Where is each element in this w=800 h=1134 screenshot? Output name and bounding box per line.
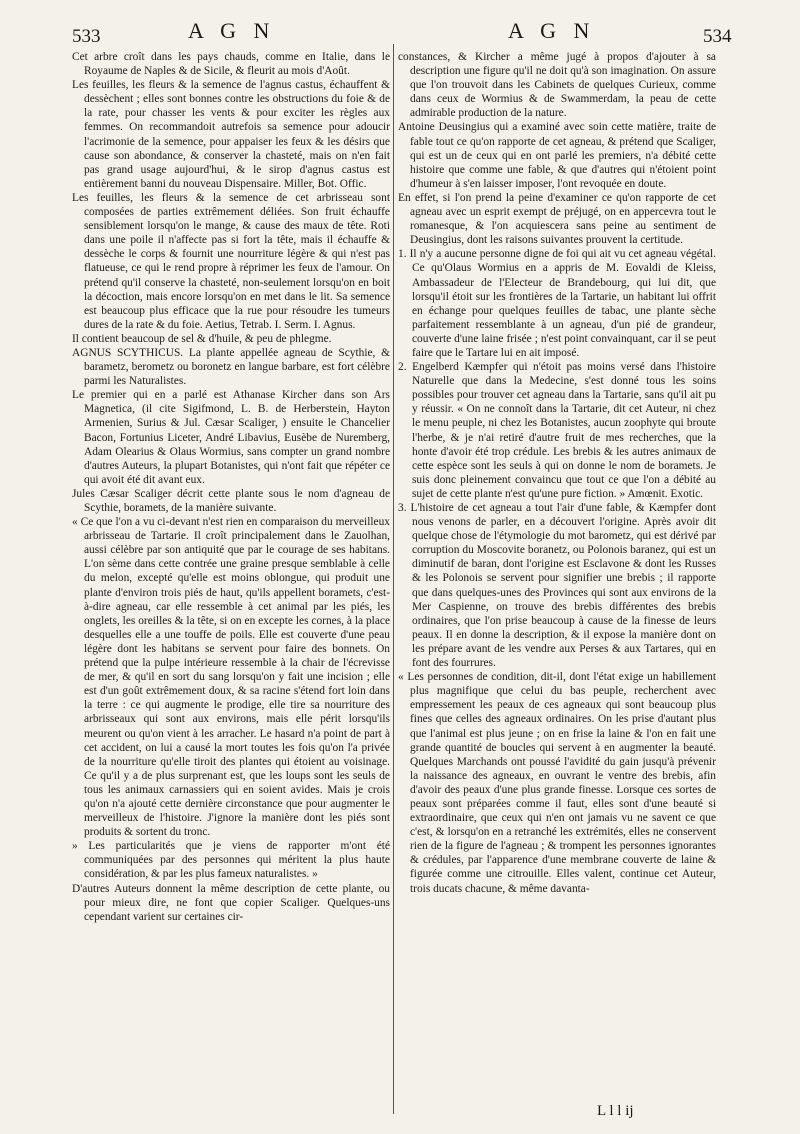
numbered-paragraph: 1. Il n'y a aucune personne digne de foi qui ait vu cet agneau végétal. Ce qu'Olaus Wormius en a appris de M. Eovaldi de Kleiss, Ambassadeur de l'Electeur de Brandebourg, qui lui dit, que lorsqu'il étoit sur les frontières de la Tartarie, un habitant lui offrit en échange pour quelques feuilles de tabac, une plante sèche parfaitement ressemblante à un agneau, d'un pié de grandeur, couverte d'une laine frisée ; n'est point convainquant, car il se peut faire que le Tartare lui en ait imposé. xyxy=(398,248,716,359)
paragraph: Jules Cæsar Scaliger décrit cette plante sous le nom d'agneau de Scythie, boramets, de la manière suivante. xyxy=(72,487,390,514)
page-number-left: 533 xyxy=(72,26,101,47)
numbered-paragraph: 2. Engelberd Kæmpfer qui n'étoit pas moins versé dans l'histoire Naturelle que dans la Medecine, s'est donné tous les soins possibles pour trouver cet agneau dans la Tartarie, sans qu'il ait pu y réussir. « On ne connoît dans la Tartarie, dit cet Auteur, ni chez le menu peuple, ni chez les Botanistes, aucun zoophyte qui broute l'herbe, & je n'ai retiré d'autre fruit de mes recherches, que la honte d'avoir été trop crédule. Les brebis & les autres animaux de cette espèce sont les seuls à qui on donne le nom de boramets. Je suis donc pleinement convaincu que tout ce que l'on a débité au sujet de cette plante n'est qu'une pure fiction. » Amœnit. Exotic. xyxy=(398,361,716,500)
paragraph: Les feuilles, les fleurs & la semence de l'agnus castus, échauffent & dessèchent ; elles sont bonnes contre les obstructions du foie & de la rate, pour chasser les vents & pour exciter les règles aux femmes. On recommandoit autrefois sa semence pour adoucir l'acrimonie de la semence, pour appaiser les feux & les désirs que cause son abondance, & conserver la chasteté, mais on n'en fait pas grand usage aujourd'hui, & le sirop d'agnus castus est entièrement banni du nouveau Dispensaire. Miller, Bot. Offic. xyxy=(72,79,390,190)
quotation: » Les particularités que je viens de rapporter m'ont été communiquées par des personnes qui méritent la plus haute considération, & par les plus fameux naturalistes. » xyxy=(72,840,390,881)
paragraph: Les feuilles, les fleurs & la semence de cet arbrisseau sont composées de parties extrêmement déliées. Son fruit échauffe sensiblement lorsqu'on le mange, & cause des maux de tête. Roti dans une poile il n'affecte pas si fort la tête, mais il échauffe & dessèche le corps & fournit une nourriture légère & qui n'est pas flatueuse, ce qui le rend propre à réprimer les feux de l'amour. On prétend qu'il conserve la chasteté, non-seulement lorsqu'on en boit la décoction, mais encore lorsqu'on en met dans le lit. Sa semence est beaucoup plus efficace que la rue pour résoudre les tumeurs dures de la rate & du foie. Aetius, Tetrab. I. Serm. I. Agnus. xyxy=(72,191,390,331)
column-divider xyxy=(393,44,394,1114)
page-number-right: 534 xyxy=(703,26,732,47)
left-column xyxy=(72,50,390,924)
paragraph: Cet arbre croît dans les pays chauds, comme en Italie, dans le Royaume de Naples & de Sicile, & fleurit au mois d'Août. xyxy=(72,51,390,78)
running-head-right: A G N xyxy=(508,18,596,43)
paragraph: En effet, si l'on prend la peine d'examiner ce qu'on rapporte de cet agneau avec un esprit exempt de préjugé, on en appercevra tout le romanesque, & l'on acquiescera sans peine au sentiment de Deusingius, dont les raisons suivantes prouvent la certitude. xyxy=(398,191,716,247)
paragraph: Il contient beaucoup de sel & d'huile, & peu de phlegme. xyxy=(72,332,332,345)
right-column xyxy=(398,50,716,896)
signature-mark: L l l ij xyxy=(597,1103,634,1119)
paragraph: D'autres Auteurs donnent la même description de cette plante, ou pour mieux dire, ne font que copier Scaliger. Quelques-uns cependant varient sur certaines cir- xyxy=(72,882,390,923)
paragraph: constances, & Kircher a même jugé à propos d'ajouter à sa description une figure qu'il ne doit qu'à son imagination. On assure que l'on trouvoit dans les Cabinets de quelques Curieux, comme dans ceux de Wormius & de Swammerdam, la peau de cette admirable production de la nature. xyxy=(398,51,716,120)
running-head-left: A G N xyxy=(188,18,276,43)
entry-heading-agnus-scythicus: AGNUS SCYTHICUS. La plante appellée agneau de Scythie, & barametz, berometz ou boronetz en langue barbare, est fort célèbre parmi les Naturalistes. xyxy=(72,346,390,388)
quotation: « Ce que l'on a vu ci-devant n'est rien en comparaison du merveilleux arbrisseau de Tartarie. Il croît principalement dans le Zauolhan, aussi célèbre par son antiquité que par le courage de ses habitans. L'on sème dans cette contrée une graine presque semblable à celle du melon, excepté qu'elle est moins oblongue, qui produit une plante d'environ trois piés de haut, qu'ils appellent boramets, c'est-à-dire agneau, car elle ressemble à cet animal par les piés, les onglets, les oreilles & la tête, si on en excepte les cornes, à la place desquelles elle a une touffe de poils. Elle est couverte d'une peau légère dont les habitans se servent pour faire des bonnets. On prétend que la pulpe intérieure ressemble à la chair de l'écrevisse de mer, & qu'il en sort du sang lorsqu'on y fait une incision ; elle est d'un goût extrêmement doux, & sa racine s'étend fort loin dans la terre : ce qui augmente le prodige, elle tire sa nourriture des arbrisseaux qui sont aux environs, mais elle périt lorsqu'ils meurent ou qu'on vient à les arracher. Le hasard n'a point de part à cet accident, on lui a causé la mort toutes les fois qu'on l'a privée de la nourriture qu'elle tiroit des plantes qui étoient au voisinage. Ce qu'il y a de plus surprenant est, que les loups sont les seuls de tous les animaux carnassiers qui en soient avides. Mais je crois qu'on n'a ajouté cette dernière circonstance que pour augmenter le merveilleux de l'histoire. J'ignore la manière dont les piés sont produits & sortent du tronc. xyxy=(72,516,390,839)
quotation: « Les personnes de condition, dit-il, dont l'état exige un habillement plus magnifique que celui du bas peuple, recherchent avec empressement les peaux de ces agneaux qui sont beaucoup plus fines que celles des agneaux ordinaires. On les prise d'autant plus que l'animal est plus jeune ; on en frise la laine & l'on en fait une grande quantité de boucles qui servent à en augmenter la beauté. Quelques Marchands ont poussé l'avidité du gain jusqu'à prévenir la naissance des agneaux, en ouvrant le ventre des brebis, afin d'avoir des peaux d'une plus grande finesse. Lorsque ces sortes de peaux sont préparées comme il faut, elles sont d'une beauté si extraordinaire, que ceux qui n'en ont jamais vu ne savent ce que c'est, & lorsqu'on en a retranché les extrémités, elles ne conservent rien de la figure de l'agneau ; & trompent les personnes ignorantes & crédules, par l'apparence d'une membrane couverte de laine & figurée comme une citrouille. Elles valent, continue cet Auteur, trois ducats chacune, & même davanta- xyxy=(398,671,716,895)
paragraph: Antoine Deusingius qui a examiné avec soin cette matière, traite de fable tout ce qu'on rapporte de cet agneau, & prétend que Scaliger, qui est un de ceux qui en ont parlé les premiers, n'a débité cette histoire que comme une fable, & que d'autres qui n'étoient point d'humeur à s'en laisser imposer, l'ont revoquée en doute. xyxy=(398,121,716,190)
paragraph: Le premier qui en a parlé est Athanase Kircher dans son Ars Magnetica, (il cite Sigifmond, L. B. de Herberstein, Hayton Armenien, Surius & Jul. Cæsar Scaliger, ) ensuite le Chancelier Bacon, Fortunius Liceter, André Libavius, Eusèbe de Nuremberg, Adam Olearius & Olaus Wormius, sans compter un grand nombre d'autres Auteurs, la plupart Botanistes, qui n'ont fait que répéter ce qui avoit été dit avant eux. xyxy=(72,389,390,486)
numbered-paragraph: 3. L'histoire de cet agneau a tout l'air d'une fable, & Kæmpfer dont nous venons de parler, en a découvert l'origine. Après avoir dit quelque chose de l'étymologie du mot barometz, qui est dérivé par corruption du Moscovite boranetz, ou Polonois baranez, qui est un diminutif de baran, dont l'origine est Esclavone & dont les Russes & les Polonois se servent pour signifier une brebis ; il rapporte que dans quelques-unes des Provinces qui sont aux environs de la Mer Caspienne, on trouve des brebis différentes des brebis ordinaires, que l'on prise beaucoup à cause de la finesse de leurs peaux. Il en donne la description, & il expose la manière dont on les prépare avant de les vendre aux Perses & aux Tartares, qui en font des fourrures. xyxy=(398,502,716,670)
